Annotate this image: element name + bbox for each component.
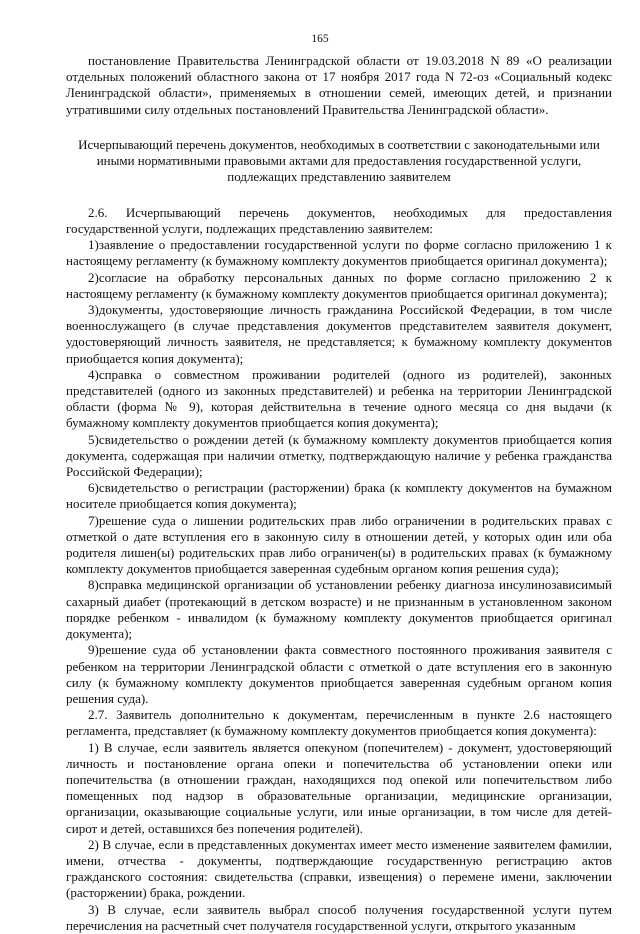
list-item-2-6-6: 6)свидетельство о регистрации (расторжении) брака (к комплекту документов на бумажном носителе приобщается копия документа); <box>66 480 612 512</box>
intro-paragraph: постановление Правительства Ленинградской области от 19.03.2018 N 89 «О реализации отдельных положений областного закона от 17 ноября 2017 года N 72-оз «Социальный кодекс Ленинградской области», применяемых в отношении семей, имеющих детей, и признании утратившими силу отдельных постановлений Правительства Ленинградской области». <box>66 53 612 117</box>
list-item-2-6-9: 9)решение суда об установлении факта совместного постоянного проживания заявителя с ребенком на территории Ленинградской области с отметкой о дате вступления его в законную силу (к бумажному комплекту документов приобщается заверенная судебным органом копия решения суда). <box>66 642 612 706</box>
list-item-2-6-3: 3)документы, удостоверяющие личность гражданина Российской Федерации, в том числе военнослужащего (в случае представления документов представителем заявителя документ, удостоверяющий личность заявителя, не представляется; к бумажному комплекту документов приобщается копия документа); <box>66 302 612 366</box>
list-item-2-7-1: 1) В случае, если заявитель является опекуном (попечителем) - документ, удостоверяющий личность и постановление органа опеки и попечительства об установлении опеки или попечительства (в отношении граждан, находящихся под опекой или попечительством либо помещенных под надзор в образовательные организации, медицинские организации, организации, оказывающие социальные услуги, или иные организации, в том числе для детей-сирот и детей, оставшихся без попечения родителей). <box>66 739 612 836</box>
list-item-2-6-8: 8)справка медицинской организации об установлении ребенку диагноза инсулинозависимый сахарный диабет (протекающий в детском возрасте) и не признанным в установленном законом порядке ребенком - инвалидом (к бумажному комплекту документов приобщается оригинал документа); <box>66 577 612 642</box>
page-number: 165 <box>311 33 329 45</box>
list-item-2-7-2: 2) В случае, если в представленных документах имеет место изменение заявителем фамилии, имени, отчества - документы, подтверждающие государственную регистрацию актов гражданского состояния: свидетельства (справки, извещения) о перемене имени, заключении (расторжении) брака, рождении. <box>66 836 612 901</box>
section-2-7-paragraph: 2.7. Заявитель дополнительно к документам, перечисленным в пункте 2.6 настоящего регламента, представляет (к бумажному комплекту документов приобщается копия документа): <box>66 707 612 739</box>
list-item-2-6-5: 5)свидетельство о рождении детей (к бумажному комплекту документов приобщается копия документа, содержащая при наличии отметку, подтверждающую наличие у ребенка гражданства Российской Федерации); <box>66 431 612 480</box>
list-item-2-6-4: 4)справка о совместном проживании родителей (одного из родителей), законных представителей (одного из законных представителей) и ребенка на территории Ленинградской области (форма № 9), которая действительна в течение одного месяца со дня выдачи (к бумажному комплекту документов приобщается копия документа); <box>66 366 612 431</box>
list-item-2-6-7: 7)решение суда о лишении родительских прав либо ограничении в родительских правах с отметкой о дате вступления его в законную силу в отношении детей, у которых один или оба родителя лишен(ы) родительских прав либо ограничен(ы) в родительских правах (к бумажному комплекту документов приобщается заверенная судебным органом копия решения суда); <box>66 512 612 577</box>
list-item-2-7-3: 3) В случае, если заявитель выбрал способ получения государственной услуги путем перечисления на расчетный счет получателя государственной услуги, открытого указанным <box>66 901 612 933</box>
list-item-2-6-1: 1)заявление о предоставлении государственной услуги по форме согласно приложению 1 к настоящему регламенту (к бумажному комплекту документов приобщается оригинал документа); <box>66 237 612 269</box>
section-heading: Исчерпывающий перечень документов, необходимых в соответствии с законодательными или иными нормативными правовыми актами для предоставления государственной услуги, подлежащих представлению заявителем <box>78 136 600 184</box>
document-body <box>66 50 612 934</box>
section-2-6-paragraph: 2.6. Исчерпывающий перечень документов, необходимых для предоставления государственной услуги, подлежащих представлению заявителем: <box>66 204 612 237</box>
list-item-2-6-2: 2)согласие на обработку персональных данных по форме согласно приложению 2 к настоящему регламенту (к бумажному комплекту документов приобщается оригинал документа); <box>66 269 612 301</box>
